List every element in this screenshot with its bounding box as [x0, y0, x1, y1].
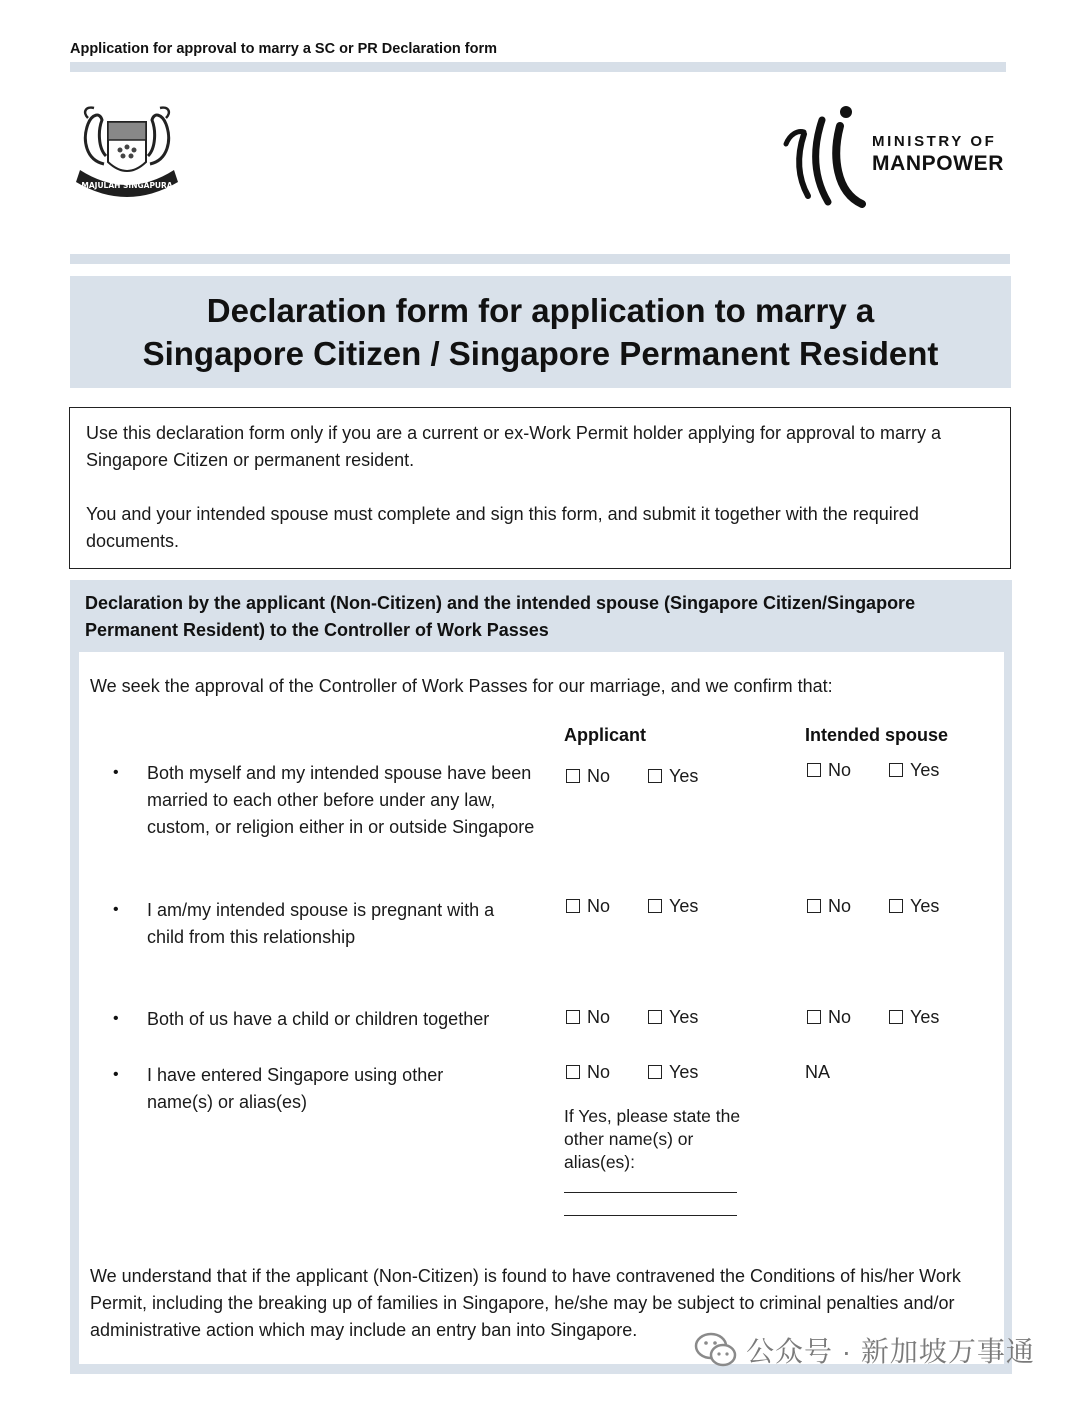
alias-input-line-2[interactable]	[564, 1215, 737, 1216]
checkbox-icon[interactable]	[648, 899, 662, 913]
applicant-previously-married-no[interactable]	[566, 765, 610, 787]
checkbox-icon[interactable]	[648, 1010, 662, 1024]
checkbox-icon[interactable]	[807, 1010, 821, 1024]
spouse-children-yes[interactable]	[889, 1006, 939, 1028]
checkbox-icon[interactable]	[648, 1065, 662, 1079]
crest-motto: MAJULAH SINGAPURA	[81, 181, 173, 190]
checkbox-icon[interactable]	[889, 1010, 903, 1024]
option-label: Yes	[669, 1007, 699, 1027]
option-label: Yes	[910, 760, 940, 780]
question-pregnant: I am/my intended spouse is pregnant with a child from this relationship	[147, 900, 495, 947]
option-label: No	[587, 1062, 611, 1082]
wechat-watermark	[694, 1328, 1035, 1372]
option-label: No	[828, 760, 852, 780]
declaration-lead: We seek the approval of the Controller of Work Passes for our marriage, and we confirm that:	[90, 676, 833, 696]
option-label: Yes	[669, 1062, 699, 1082]
option-label: Yes	[910, 1007, 940, 1027]
column-header-intended-spouse: Intended spouse	[805, 725, 949, 745]
question-children-together: Both of us have a child or children together	[147, 1009, 490, 1029]
running-header: Application for approval to marry a SC or PR Declaration form	[70, 41, 498, 57]
intro-instructions-box	[69, 407, 1011, 569]
bullet-3: •	[113, 1010, 119, 1027]
bullet-1: •	[113, 764, 119, 781]
spouse-children-no[interactable]	[807, 1006, 851, 1028]
spouse-pregnant-yes[interactable]	[889, 895, 939, 917]
option-label: No	[828, 1007, 852, 1027]
option-label: No	[587, 766, 611, 786]
spouse-pregnant-no[interactable]	[807, 895, 851, 917]
applicant-previously-married-yes[interactable]	[648, 765, 698, 787]
checkbox-icon[interactable]	[648, 769, 662, 783]
question-alias: I have entered Singapore using other name(s) or alias(es)	[147, 1065, 444, 1112]
checkbox-icon[interactable]	[566, 1010, 580, 1024]
header-rule	[70, 62, 1006, 72]
watermark-text: 公众号 · 新加坡万事通	[746, 1336, 1035, 1367]
spouse-alias-na: NA	[805, 1062, 831, 1082]
declaration-body	[79, 652, 1004, 1364]
spouse-previously-married-no[interactable]	[807, 759, 851, 781]
option-label: Yes	[910, 896, 940, 916]
checkbox-icon[interactable]	[807, 763, 821, 777]
singapore-crest-logo	[68, 104, 186, 202]
option-label: No	[828, 896, 852, 916]
alias-input-line-1[interactable]	[564, 1192, 737, 1193]
checkbox-icon[interactable]	[566, 899, 580, 913]
wechat-icon	[694, 1330, 738, 1370]
option-label: No	[587, 896, 611, 916]
declaration-closing: We understand that if the applicant (Non-Citizen) is found to have contravened the Conditions of his/her Work Permit, including the breaking up of families in Singapore, he/she may be subject to criminal penalties and/or administrative action which may include an entry ban into Singapore.	[90, 1266, 961, 1340]
applicant-children-yes[interactable]	[648, 1006, 698, 1028]
spouse-previously-married-yes[interactable]	[889, 759, 939, 781]
checkbox-icon[interactable]	[889, 899, 903, 913]
applicant-pregnant-no[interactable]	[566, 895, 610, 917]
form-title-band	[70, 276, 1011, 388]
form-title-line1: Declaration form for application to marry a	[206, 292, 875, 329]
title-rule	[70, 254, 1010, 264]
option-label: No	[587, 1007, 611, 1027]
ministry-of-manpower-wordmark	[872, 134, 1004, 174]
question-previously-married: Both myself and my intended spouse have been married to each other before under any law, custom, or religion either in or outside Singapore	[147, 763, 535, 837]
bullet-4: •	[113, 1066, 119, 1083]
checkbox-icon[interactable]	[889, 763, 903, 777]
applicant-pregnant-yes[interactable]	[648, 895, 698, 917]
alias-instruction: If Yes, please state the other name(s) or alias(es):	[564, 1106, 741, 1172]
declaration-heading: Declaration by the applicant (Non-Citizen) and the intended spouse (Singapore Citizen/Singapore Permanent Resident) to the Controller of Work Passes	[85, 593, 916, 640]
ministry-line1: MINISTRY OF	[872, 133, 997, 150]
intro-paragraph-1: Use this declaration form only if you are a current or ex-Work Permit holder applying for approval to marry a Singapore Citizen or permanent resident.	[86, 423, 942, 470]
option-label: Yes	[669, 766, 699, 786]
intro-paragraph-2: You and your intended spouse must complete and sign this form, and submit it together with the required documents.	[86, 504, 919, 551]
bullet-2: •	[113, 901, 119, 918]
form-title	[143, 289, 939, 375]
option-label: Yes	[669, 896, 699, 916]
applicant-alias-yes[interactable]	[648, 1061, 698, 1083]
checkbox-icon[interactable]	[807, 899, 821, 913]
checkbox-icon[interactable]	[566, 1065, 580, 1079]
applicant-children-no[interactable]	[566, 1006, 610, 1028]
column-header-applicant: Applicant	[564, 725, 647, 745]
form-title-line2: Singapore Citizen / Singapore Permanent Resident	[142, 335, 939, 372]
applicant-alias-no[interactable]	[566, 1061, 610, 1083]
ministry-line2: MANPOWER	[872, 152, 1004, 175]
declaration-section	[70, 580, 1012, 1374]
ministry-of-manpower-logo-mark	[782, 104, 866, 214]
checkbox-icon[interactable]	[566, 769, 580, 783]
